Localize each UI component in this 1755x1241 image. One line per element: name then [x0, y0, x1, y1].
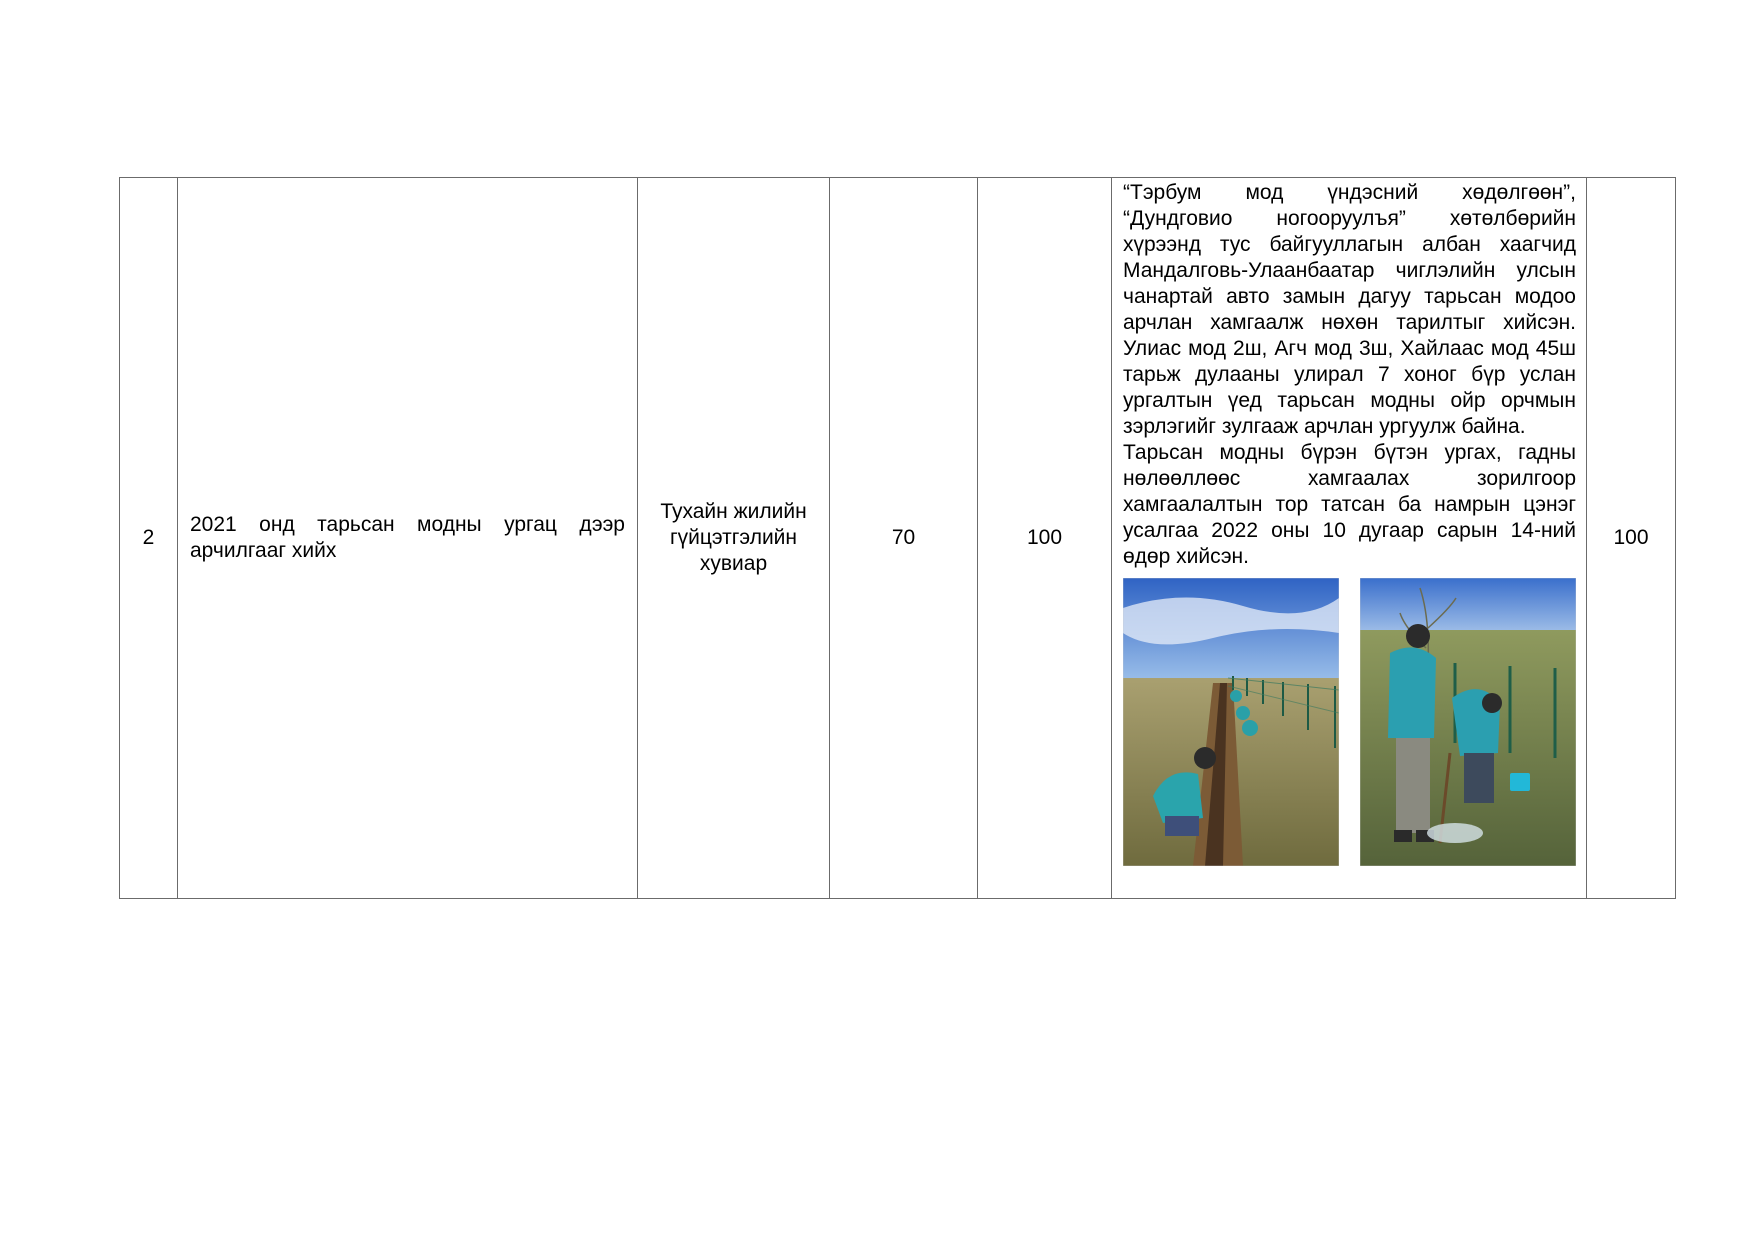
row-number-cell: 2	[120, 178, 178, 899]
workers-planting-along-fence-photo	[1123, 578, 1339, 866]
table-row	[120, 178, 1676, 899]
target-cell: 100	[978, 178, 1112, 899]
result-paragraph: “Тэрбум мод үндэсний хөдөлгөөн”, “Дундговио ногооруулъя” хөтөлбөрийн хүрээнд тус байгууллагын албан хаагчид Мандалговь-Улаанбаатар чиглэлийн улсын чанартай авто замын дагуу тарьсан модоо арчлан хамгаалж нөхөн тарилтыг хийсэн. Улиас мод 2ш, Агч мод 3ш, Хайлаас мод 45ш тарьж дулааны улирал 7 хоног бүр услан ургалтын үед тарьсан модны ойр орчмын зэрлэгийг зулгааж арчлан ургуулж байна.	[1123, 181, 1576, 438]
result-paragraph: Тарьсан модны бүрэн бүтэн ургах, гадны нөлөөллөөс хамгаалах зорилгоор хамгаалалтын тор татсан ба намрын цэнэг усалгаа 2022 оны 10 дугаар сарын 14-ний өдөр хийсэн.	[1123, 441, 1576, 568]
report-table	[119, 177, 1676, 899]
result-cell	[1112, 178, 1587, 899]
workers-digging-by-sapling-photo	[1360, 578, 1576, 866]
photo-row	[1123, 578, 1576, 866]
score-cell: 100	[1587, 178, 1676, 899]
task-cell: 2021 онд тарьсан модны ургац дээр арчилгааг хийх	[178, 178, 638, 899]
baseline-cell: 70	[830, 178, 978, 899]
indicator-cell: Тухайн жилийн гүйцэтгэлийн хувиар	[638, 178, 830, 899]
